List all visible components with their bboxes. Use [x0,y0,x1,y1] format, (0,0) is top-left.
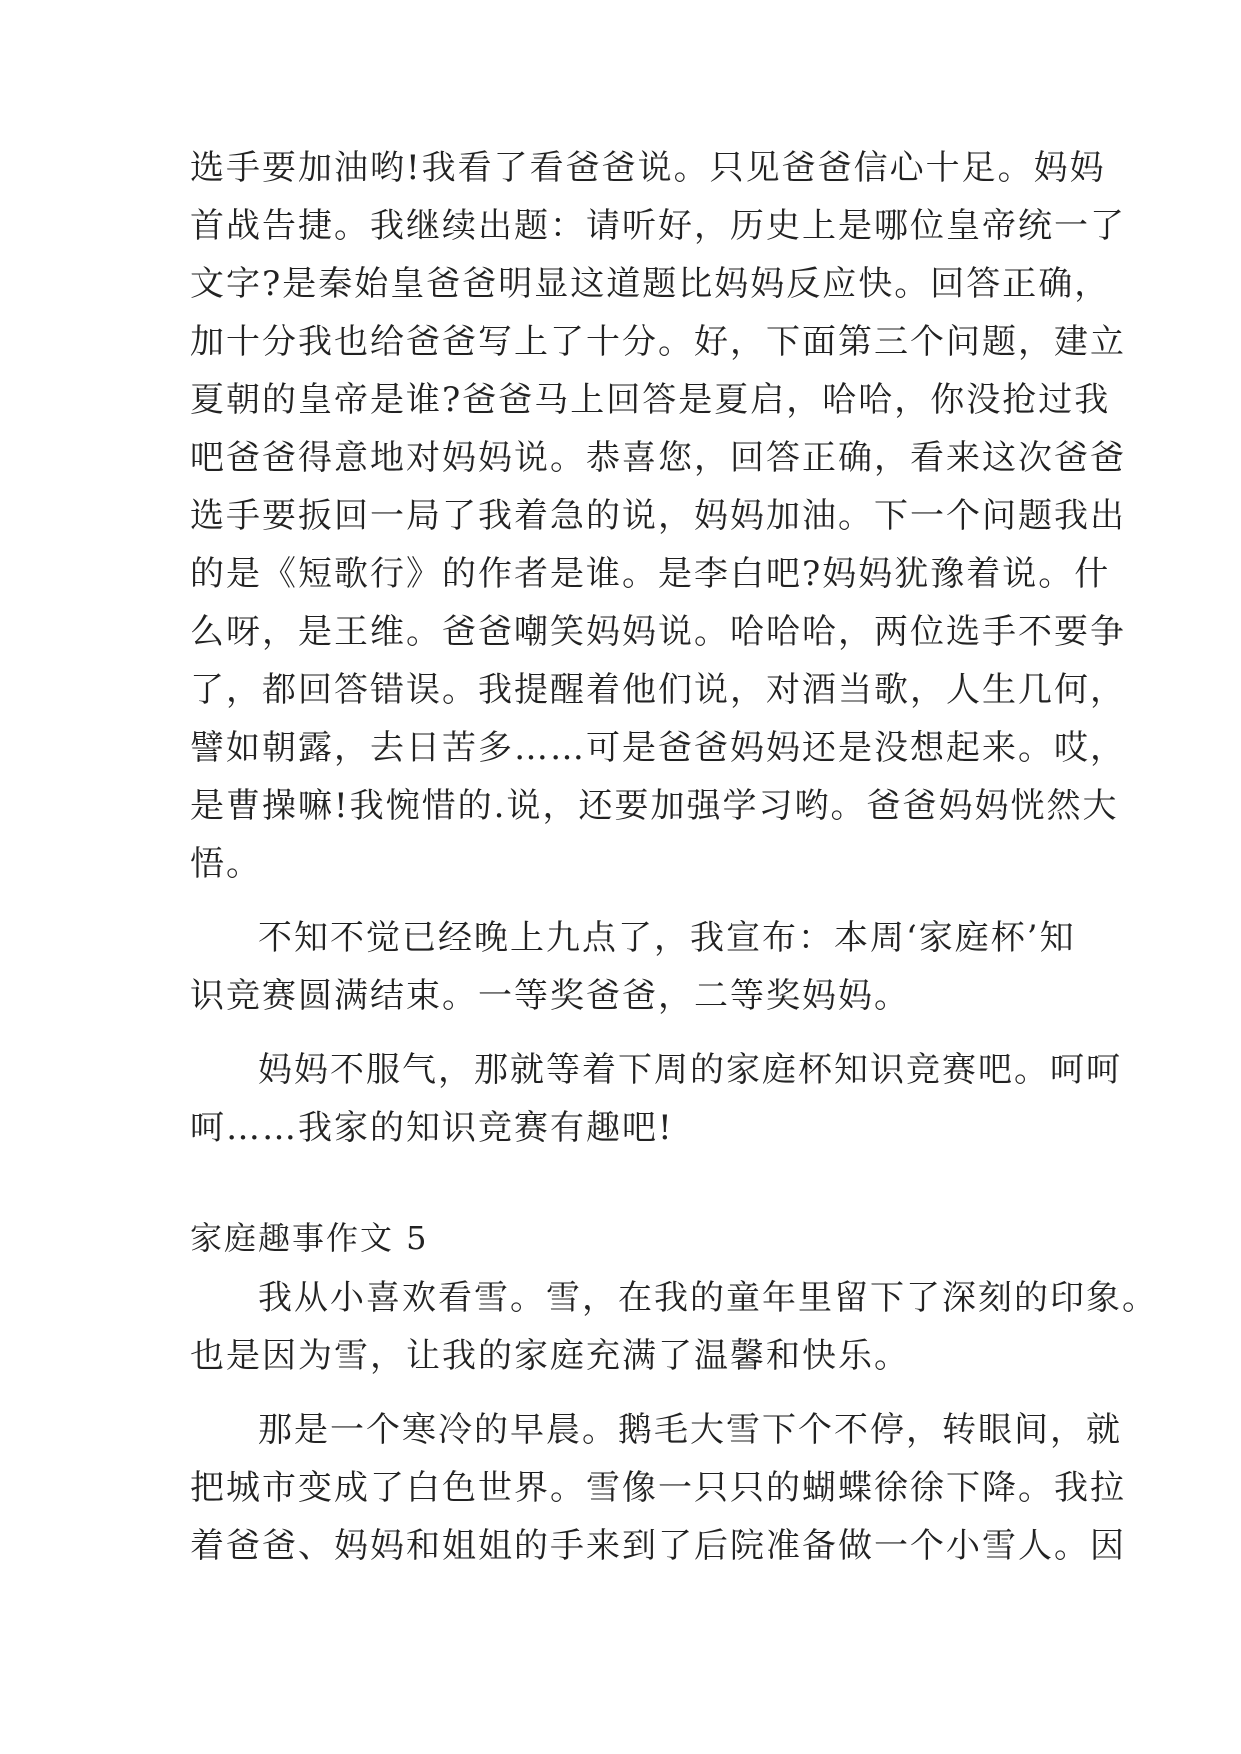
text-line: 选手要扳回一局了我着急的说，妈妈加油。下一个问题我出 [190,496,1126,536]
text-line: 吧爸爸得意地对妈妈说。恭喜您，回答正确，看来这次爸爸 [190,438,1126,478]
section-title: 家庭趣事作文 5 [190,1219,429,1257]
paragraph-line: 妈妈不服气，那就等着下周的家庭杯知识竞赛吧。呵呵 [258,1050,1122,1090]
text-line: 么呀，是王维。爸爸嘲笑妈妈说。哈哈哈，两位选手不要争 [190,612,1126,652]
text-line: 识竞赛圆满结束。一等奖爸爸，二等奖妈妈。 [190,976,910,1016]
text-line: 文字?是秦始皇爸爸明显这道题比妈妈反应快。回答正确， [190,264,1111,304]
text-line: 夏朝的皇帝是谁?爸爸马上回答是夏启，哈哈，你没抢过我 [190,380,1111,420]
text-line: 把城市变成了白色世界。雪像一只只的蝴蝶徐徐下降。我拉 [190,1468,1126,1508]
text-line: 着爸爸、妈妈和姐姐的手来到了后院准备做一个小雪人。因 [190,1526,1126,1566]
text-line: 加十分我也给爸爸写上了十分。好，下面第三个问题，建立 [190,322,1126,362]
text-line: 悟。 [190,844,262,884]
text-line: 譬如朝露，去日苦多……可是爸爸妈妈还是没想起来。哎， [190,728,1126,768]
paragraph-line: 那是一个寒冷的早晨。鹅毛大雪下个不停，转眼间，就 [258,1410,1122,1450]
text-line: 首战告捷。我继续出题：请听好，历史上是哪位皇帝统一了 [190,206,1126,246]
text-line: 是曹操嘛!我惋惜的.说，还要加强学习哟。爸爸妈妈恍然大 [190,786,1119,826]
paragraph-line: 不知不觉已经晚上九点了，我宣布：本周‘家庭杯’知 [258,918,1076,958]
text-line: 的是《短歌行》的作者是谁。是李白吧?妈妈犹豫着说。什 [190,554,1111,594]
text-line: 也是因为雪，让我的家庭充满了温馨和快乐。 [190,1336,910,1376]
text-line: 了，都回答错误。我提醒着他们说，对酒当歌，人生几何， [190,670,1126,710]
text-line: 呵……我家的知识竞赛有趣吧! [190,1108,674,1148]
paragraph-line: 我从小喜欢看雪。雪，在我的童年里留下了深刻的印象。 [258,1278,1158,1318]
text-line: 选手要加油哟!我看了看爸爸说。只见爸爸信心十足。妈妈 [190,148,1106,188]
